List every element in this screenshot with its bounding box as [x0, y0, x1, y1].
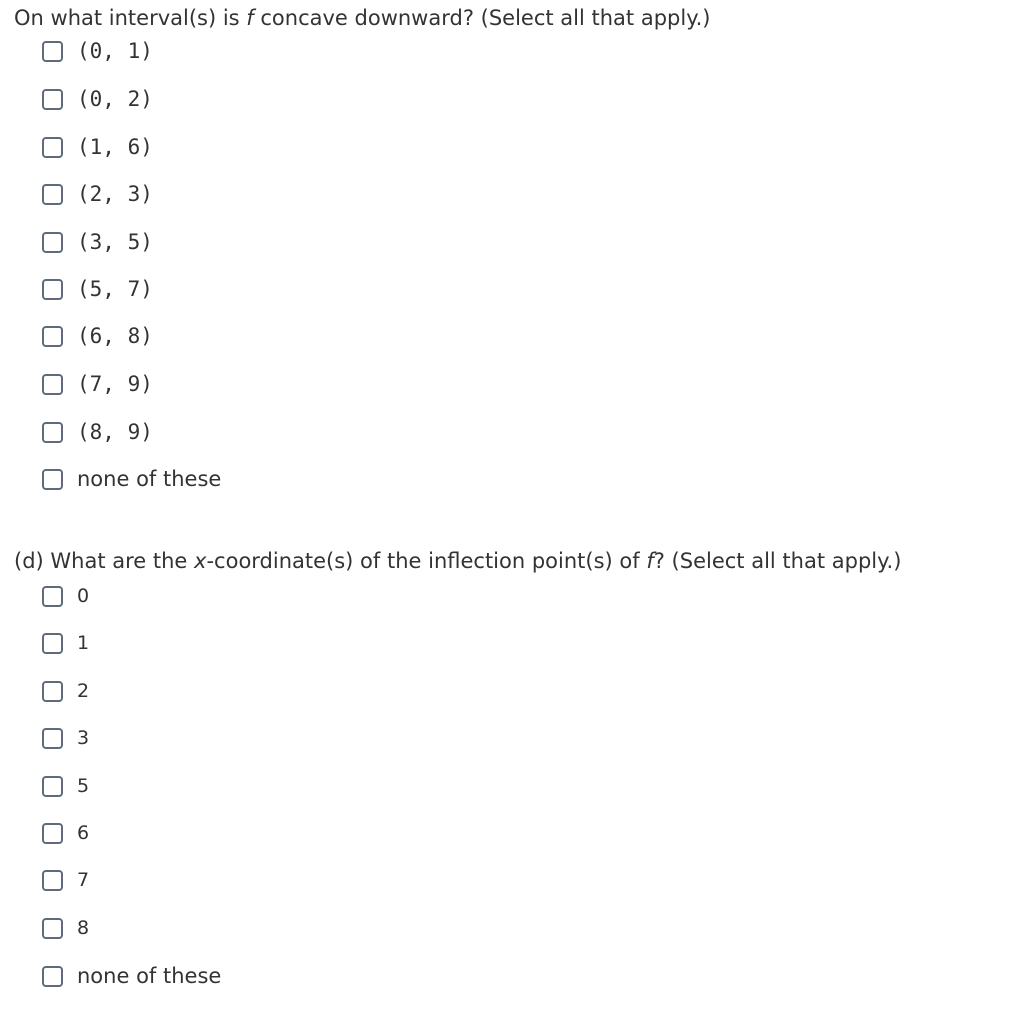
option-c-6-8[interactable]	[42, 322, 153, 350]
option-label: (3, 5)	[77, 230, 153, 254]
option-c-3-5[interactable]	[42, 228, 153, 256]
option-label: 0	[77, 585, 90, 607]
option-c-none[interactable]	[42, 465, 221, 493]
option-c-5-7[interactable]	[42, 275, 153, 303]
checkbox[interactable]	[42, 374, 63, 395]
option-d-6[interactable]	[42, 819, 89, 847]
option-label: 8	[77, 917, 90, 939]
option-d-7[interactable]	[42, 866, 89, 894]
question-d-var-x: x	[194, 549, 207, 573]
option-label: 5	[77, 775, 90, 797]
checkbox[interactable]	[42, 728, 63, 749]
option-label: (2, 3)	[77, 182, 153, 206]
checkbox[interactable]	[42, 823, 63, 844]
checkbox[interactable]	[42, 422, 63, 443]
option-d-2[interactable]	[42, 677, 89, 705]
checkbox[interactable]	[42, 681, 63, 702]
question-c-text	[14, 5, 711, 31]
checkbox[interactable]	[42, 41, 63, 62]
question-c-var: f	[246, 6, 254, 30]
option-c-7-9[interactable]	[42, 370, 153, 398]
option-d-1[interactable]	[42, 629, 89, 657]
option-c-0-2[interactable]	[42, 85, 153, 113]
checkbox[interactable]	[42, 918, 63, 939]
checkbox[interactable]	[42, 184, 63, 205]
option-label: 3	[77, 727, 90, 749]
option-c-8-9[interactable]	[42, 418, 153, 446]
option-label: none of these	[77, 964, 222, 988]
option-label: 6	[77, 822, 90, 844]
option-d-0[interactable]	[42, 582, 89, 610]
option-d-3[interactable]	[42, 724, 89, 752]
option-label: 7	[77, 869, 90, 891]
option-c-0-1[interactable]	[42, 37, 153, 65]
checkbox[interactable]	[42, 469, 63, 490]
question-c-prefix: On what interval(s) is	[14, 6, 247, 30]
option-label: none of these	[77, 467, 222, 491]
option-label: (0, 1)	[77, 39, 153, 63]
question-d-prefix: (d) What are the	[14, 549, 195, 573]
option-d-5[interactable]	[42, 772, 89, 800]
question-d-suffix: ? (Select all that apply.)	[653, 549, 902, 573]
option-c-2-3[interactable]	[42, 180, 153, 208]
checkbox[interactable]	[42, 776, 63, 797]
checkbox[interactable]	[42, 89, 63, 110]
option-label: (5, 7)	[77, 277, 153, 301]
option-d-none[interactable]	[42, 962, 221, 990]
checkbox[interactable]	[42, 326, 63, 347]
question-d-text	[14, 548, 901, 574]
option-label: (6, 8)	[77, 324, 153, 348]
option-label: (1, 6)	[77, 135, 153, 159]
option-label: 1	[77, 632, 90, 654]
checkbox[interactable]	[42, 586, 63, 607]
option-label: (7, 9)	[77, 372, 153, 396]
question-d-var-f: f	[646, 549, 654, 573]
checkbox[interactable]	[42, 279, 63, 300]
checkbox[interactable]	[42, 870, 63, 891]
checkbox[interactable]	[42, 232, 63, 253]
checkbox[interactable]	[42, 633, 63, 654]
checkbox[interactable]	[42, 137, 63, 158]
option-c-1-6[interactable]	[42, 133, 153, 161]
option-d-8[interactable]	[42, 914, 89, 942]
question-d-middle: -coordinate(s) of the inflection point(s) of	[206, 549, 647, 573]
option-label: 2	[77, 680, 90, 702]
option-label: (0, 2)	[77, 87, 153, 111]
question-c-suffix: concave downward? (Select all that apply.)	[253, 6, 711, 30]
option-label: (8, 9)	[77, 420, 153, 444]
checkbox[interactable]	[42, 966, 63, 987]
